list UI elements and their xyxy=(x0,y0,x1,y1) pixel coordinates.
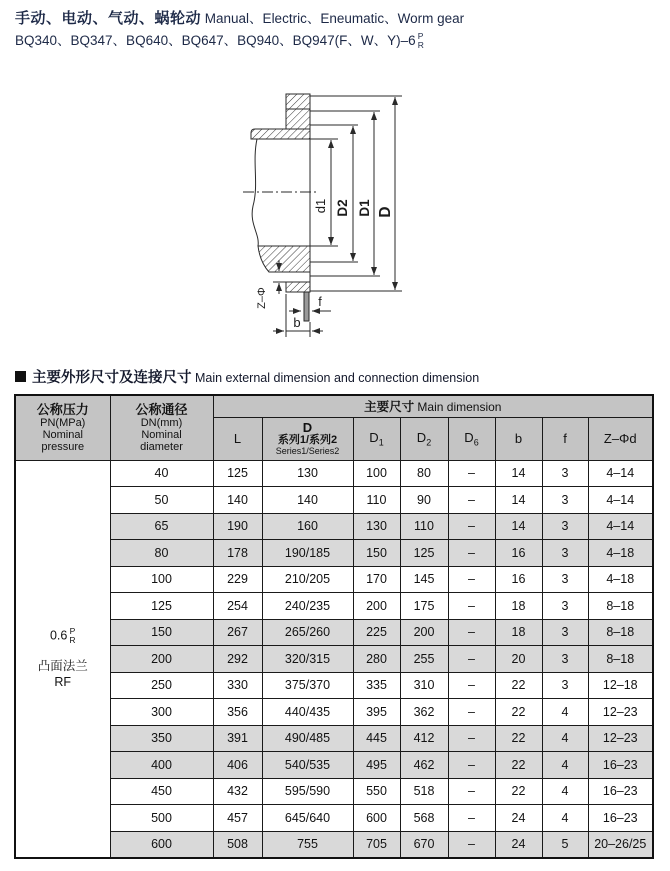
table-cell: 568 xyxy=(400,805,448,832)
dn-cell: 40 xyxy=(110,460,213,487)
table-cell: – xyxy=(448,725,495,752)
table-cell: 440/435 xyxy=(262,699,353,726)
table-cell: 8–18 xyxy=(588,593,653,620)
column-header-d: D 系列1/系列2 Series1/Series2 xyxy=(262,417,353,460)
dim-label-D2: D2 xyxy=(335,199,350,217)
table-cell: – xyxy=(448,778,495,805)
table-row xyxy=(15,566,653,593)
table-cell: 190 xyxy=(213,513,262,540)
table-cell: 595/590 xyxy=(262,778,353,805)
table-cell: – xyxy=(448,646,495,673)
table-cell: 4–14 xyxy=(588,513,653,540)
table-cell: – xyxy=(448,487,495,514)
flange-ring-section xyxy=(286,94,310,129)
table-cell: 12–23 xyxy=(588,725,653,752)
table-cell: 4 xyxy=(542,752,588,779)
table-cell: 395 xyxy=(353,699,400,726)
table-cell: – xyxy=(448,460,495,487)
dn-cell: 250 xyxy=(110,672,213,699)
table-cell: 320/315 xyxy=(262,646,353,673)
flange-type-code: RF xyxy=(54,675,72,689)
table-cell: 3 xyxy=(542,513,588,540)
table-cell: 267 xyxy=(213,619,262,646)
flange-drawing-svg xyxy=(243,84,423,349)
table-row xyxy=(15,752,653,779)
table-cell: 178 xyxy=(213,540,262,567)
table-cell: 14 xyxy=(495,513,542,540)
column-header-z-d: Z–Φd xyxy=(588,417,653,460)
table-cell: 20–26/25 xyxy=(588,831,653,858)
model-list: BQ340、BQ347、BQ640、BQ647、BQ940、BQ947(F、W、Y)–6 xyxy=(15,33,416,48)
table-cell: 362 xyxy=(400,699,448,726)
table-cell: 18 xyxy=(495,619,542,646)
table-row xyxy=(15,646,653,673)
table-cell: 22 xyxy=(495,672,542,699)
model-list-line xyxy=(15,30,655,52)
model-suffix-bottom: R xyxy=(417,40,424,51)
table-cell: 445 xyxy=(353,725,400,752)
table-cell: 140 xyxy=(213,487,262,514)
dimension-table xyxy=(14,394,654,859)
section-title-chinese: 主要外形尺寸及连接尺寸 xyxy=(32,370,192,386)
table-cell: 150 xyxy=(353,540,400,567)
table-cell: 8–18 xyxy=(588,619,653,646)
table-cell: 3 xyxy=(542,460,588,487)
table-cell: 145 xyxy=(400,566,448,593)
table-cell: 170 xyxy=(353,566,400,593)
table-cell: 495 xyxy=(353,752,400,779)
table-cell: 130 xyxy=(353,513,400,540)
table-cell: 310 xyxy=(400,672,448,699)
table-cell: 18 xyxy=(495,593,542,620)
table-row xyxy=(15,487,653,514)
table-cell: 755 xyxy=(262,831,353,858)
table-cell: 125 xyxy=(400,540,448,567)
table-cell: 292 xyxy=(213,646,262,673)
dn-cell: 600 xyxy=(110,831,213,858)
model-suffix-stack xyxy=(418,32,424,50)
table-row xyxy=(15,540,653,567)
table-cell: 200 xyxy=(353,593,400,620)
table-cell: 255 xyxy=(400,646,448,673)
table-cell: 254 xyxy=(213,593,262,620)
table-cell: – xyxy=(448,566,495,593)
dim-label-b: b xyxy=(293,315,301,330)
table-cell: 22 xyxy=(495,725,542,752)
table-cell: 4 xyxy=(542,699,588,726)
table-cell: 175 xyxy=(400,593,448,620)
table-cell: 200 xyxy=(400,619,448,646)
table-cell: 3 xyxy=(542,593,588,620)
table-cell: 280 xyxy=(353,646,400,673)
table-cell: 24 xyxy=(495,831,542,858)
table-row xyxy=(15,805,653,832)
dn-cell: 100 xyxy=(110,566,213,593)
table-cell: 125 xyxy=(213,460,262,487)
section-title xyxy=(15,366,479,387)
column-header-d6: $D_6$ xyxy=(448,417,495,460)
table-cell: 20 xyxy=(495,646,542,673)
table-cell: 391 xyxy=(213,725,262,752)
pressure-cell xyxy=(15,460,110,858)
section-bullet-square xyxy=(15,371,26,382)
table-row xyxy=(15,513,653,540)
table-cell: 110 xyxy=(353,487,400,514)
title-english: Manual、Electric、Eneumatic、Worm gear xyxy=(204,11,465,26)
table-cell: 22 xyxy=(495,752,542,779)
bottom-hub-section xyxy=(258,246,310,272)
table-cell: 3 xyxy=(542,566,588,593)
table-cell: 160 xyxy=(262,513,353,540)
table-cell: – xyxy=(448,699,495,726)
dn-cell: 500 xyxy=(110,805,213,832)
table-cell: 265/260 xyxy=(262,619,353,646)
table-cell: 5 xyxy=(542,831,588,858)
dn-cell: 400 xyxy=(110,752,213,779)
column-header-d1: $D_1$ xyxy=(353,417,400,460)
table-row xyxy=(15,699,653,726)
table-cell: 16 xyxy=(495,540,542,567)
table-body xyxy=(15,460,653,858)
table-row xyxy=(15,831,653,858)
table-cell: 22 xyxy=(495,699,542,726)
table-cell: 90 xyxy=(400,487,448,514)
table-cell: 457 xyxy=(213,805,262,832)
dn-cell: 450 xyxy=(110,778,213,805)
table-cell: 8–18 xyxy=(588,646,653,673)
hub-band-section xyxy=(251,129,310,139)
table-cell: 16–23 xyxy=(588,805,653,832)
dn-cell: 350 xyxy=(110,725,213,752)
table-cell: 3 xyxy=(542,646,588,673)
table-row xyxy=(15,672,653,699)
table-cell: – xyxy=(448,831,495,858)
dim-label-D1: D1 xyxy=(357,199,372,217)
table-cell: 490/485 xyxy=(262,725,353,752)
table-cell: 24 xyxy=(495,805,542,832)
title-chinese: 手动、电动、气动、蜗轮动 xyxy=(15,10,202,27)
raised-face-lip xyxy=(304,292,309,321)
dim-label-f: f xyxy=(318,295,322,309)
table-cell: 432 xyxy=(213,778,262,805)
dn-cell: 150 xyxy=(110,619,213,646)
table-cell: 4–14 xyxy=(588,487,653,514)
table-cell: – xyxy=(448,593,495,620)
document-header xyxy=(15,8,655,52)
table-cell: 645/640 xyxy=(262,805,353,832)
table-cell: 508 xyxy=(213,831,262,858)
column-header-d2: $D_2$ xyxy=(400,417,448,460)
dim-label-z-holes: Z–Φ xyxy=(256,287,268,309)
table-cell: 4–14 xyxy=(588,460,653,487)
table-cell: – xyxy=(448,619,495,646)
title-line xyxy=(15,8,655,30)
table-cell: – xyxy=(448,513,495,540)
table-cell: 16 xyxy=(495,566,542,593)
model-suffix-top: P xyxy=(417,31,424,42)
table-cell: 14 xyxy=(495,460,542,487)
table-row xyxy=(15,460,653,487)
table-cell: 4 xyxy=(542,778,588,805)
table-cell: 3 xyxy=(542,672,588,699)
table-cell: – xyxy=(448,805,495,832)
table-cell: 80 xyxy=(400,460,448,487)
table-cell: 406 xyxy=(213,752,262,779)
table-cell: 225 xyxy=(353,619,400,646)
table-cell: 518 xyxy=(400,778,448,805)
table-cell: 229 xyxy=(213,566,262,593)
table-cell: 210/205 xyxy=(262,566,353,593)
flange-below-hole-section xyxy=(286,282,310,292)
table-cell: 100 xyxy=(353,460,400,487)
table-cell: 3 xyxy=(542,540,588,567)
table-row xyxy=(15,778,653,805)
table-row xyxy=(15,725,653,752)
column-header-diameter: 公称通径 DN(mm) Nominal diameter xyxy=(110,395,213,460)
table-cell: 12–23 xyxy=(588,699,653,726)
table-cell: 330 xyxy=(213,672,262,699)
table-cell: 190/185 xyxy=(262,540,353,567)
table-cell: – xyxy=(448,752,495,779)
table-cell: 4 xyxy=(542,725,588,752)
table-cell: 600 xyxy=(353,805,400,832)
dn-cell: 200 xyxy=(110,646,213,673)
column-header-main-dimension: 主要尺寸 Main dimension xyxy=(213,395,653,417)
dn-cell: 50 xyxy=(110,487,213,514)
table-cell: 335 xyxy=(353,672,400,699)
table-cell: 412 xyxy=(400,725,448,752)
table-cell: 4–18 xyxy=(588,566,653,593)
table-cell: 140 xyxy=(262,487,353,514)
table-cell: – xyxy=(448,672,495,699)
table-cell: 462 xyxy=(400,752,448,779)
table-row xyxy=(15,593,653,620)
column-header-pressure: 公称压力 PN(MPa) Nominal pressure xyxy=(15,395,110,460)
dim-label-D: D xyxy=(377,206,394,218)
table-cell: 550 xyxy=(353,778,400,805)
dn-cell: 125 xyxy=(110,593,213,620)
table-row xyxy=(15,619,653,646)
section-title-english: Main external dimension and connection dimension xyxy=(194,371,480,385)
table-cell: 375/370 xyxy=(262,672,353,699)
dn-cell: 80 xyxy=(110,540,213,567)
column-header-l: L xyxy=(213,417,262,460)
table-cell: 705 xyxy=(353,831,400,858)
dn-cell: 65 xyxy=(110,513,213,540)
table-cell: 130 xyxy=(262,460,353,487)
table-cell: 356 xyxy=(213,699,262,726)
table-cell: 3 xyxy=(542,487,588,514)
dn-cell: 300 xyxy=(110,699,213,726)
column-header-b: b xyxy=(495,417,542,460)
pressure-value: 0.6 P R xyxy=(49,626,76,645)
table-cell: 670 xyxy=(400,831,448,858)
table-cell: 12–18 xyxy=(588,672,653,699)
table-cell: 14 xyxy=(495,487,542,514)
column-header-f: f xyxy=(542,417,588,460)
table-cell: – xyxy=(448,540,495,567)
table-cell: 16–23 xyxy=(588,778,653,805)
dim-label-d1-bore: d1 xyxy=(313,198,328,214)
table-cell: 4 xyxy=(542,805,588,832)
table-cell: 110 xyxy=(400,513,448,540)
table-cell: 3 xyxy=(542,619,588,646)
table-cell: 16–23 xyxy=(588,752,653,779)
table-cell: 22 xyxy=(495,778,542,805)
flange-type-chinese: 凸面法兰 xyxy=(37,659,88,673)
table-cell: 4–18 xyxy=(588,540,653,567)
table-cell: 240/235 xyxy=(262,593,353,620)
flange-section-drawing xyxy=(243,84,423,354)
table-cell: 540/535 xyxy=(262,752,353,779)
